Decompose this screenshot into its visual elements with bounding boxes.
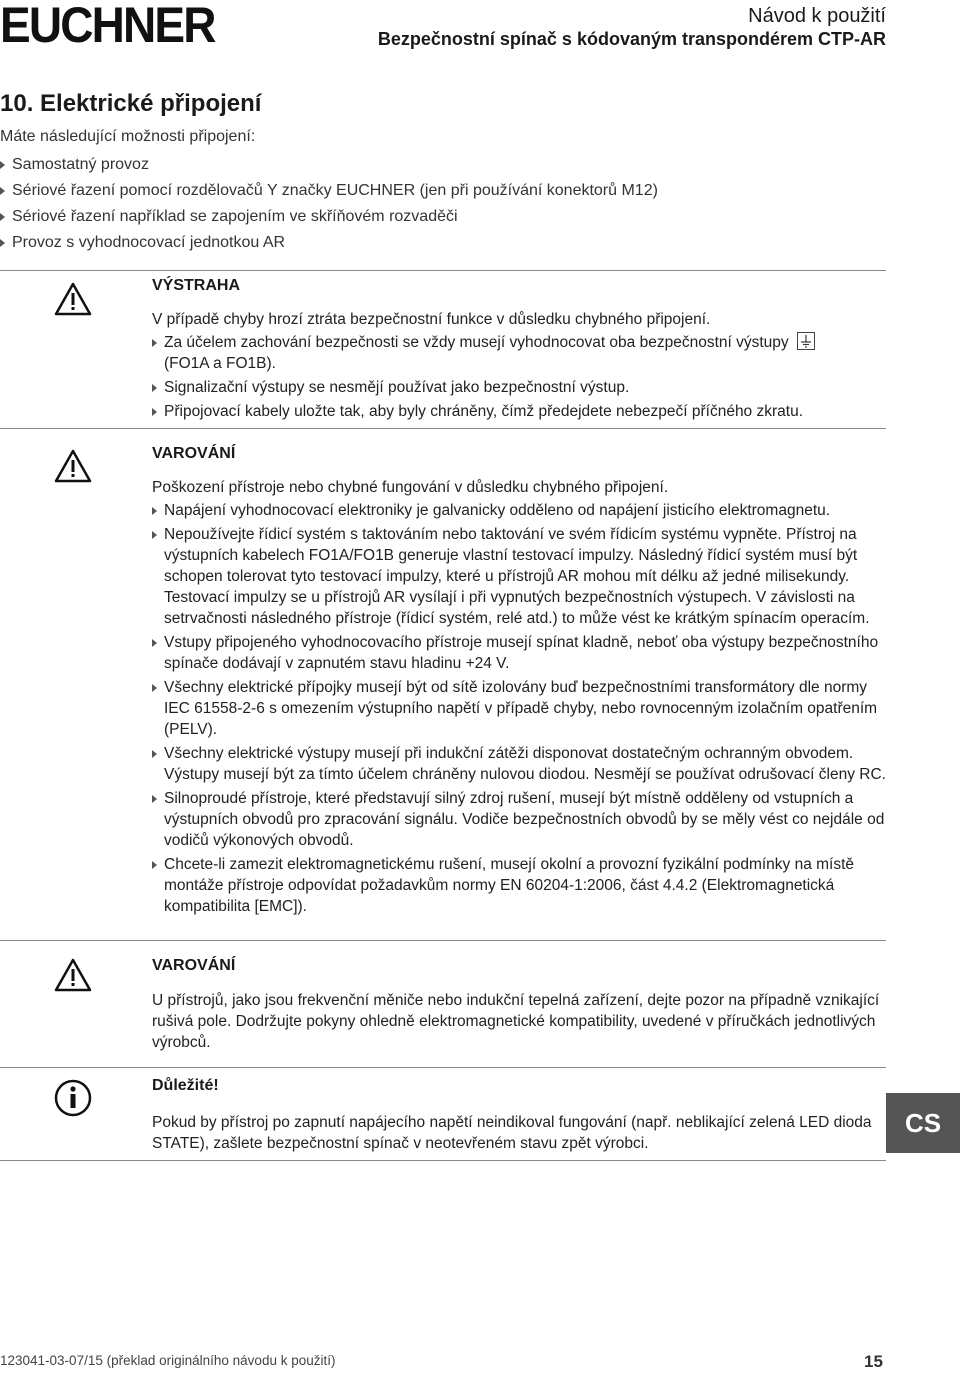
divider xyxy=(0,1067,886,1068)
important-title: Důležité! xyxy=(152,1077,219,1094)
divider xyxy=(0,428,886,429)
list-item: Silnoproudé přístroje, které představují silný zdroj rušení, musejí být místně odděleny od vstupních a výstupních obvodů pro zpracování signálu. Vodiče bezpečnostních obvodů by se měly vést co nejdále od vodičů výkonových obvodů. xyxy=(152,788,887,851)
bullet-arrow-icon xyxy=(152,861,157,869)
important-text: Pokud by přístroj po zapnutí napájecího napětí neindikoval fungování (např. neblikající zelená LED dioda STATE), zašlete bezpečnostní spínač v neotevřeném stavu zpět výrobci. xyxy=(152,1114,872,1152)
list-item: Sériové řazení například se zapojením ve skříňovém rozvaděči xyxy=(0,204,658,230)
list-item: Vstupy připojeného vyhodnocovacího přístroje musejí spínat kladně, neboť oba výstupy bezpečnostního spínače dodávají v zapnutém stavu hladinu +24 V. xyxy=(152,632,887,674)
bullet-arrow-icon xyxy=(152,339,157,347)
document-number: 123041-03-07/15 (překlad originálního návodu k použití) xyxy=(0,1353,336,1368)
bullet-arrow-icon xyxy=(152,531,157,539)
list-item: Samostatný provoz xyxy=(0,152,658,178)
bullet-arrow-icon xyxy=(152,384,157,392)
language-tab: CS xyxy=(886,1093,960,1153)
bullet-arrow-icon xyxy=(0,161,5,169)
warning-title: VÝSTRAHA xyxy=(152,277,241,294)
bullet-arrow-icon xyxy=(152,639,157,647)
divider xyxy=(0,270,886,271)
list-item: Chcete-li zamezit elektromagnetickému rušení, musejí okolní a provozní fyzikální podmínky na místě montáže přístroje odpovídat požadavkům normy EN 60204-1:2006, část 4.4.2 (Elektromagnetická kompatibilita [EMC]). xyxy=(152,854,887,917)
euchner-logo: EUCHNER xyxy=(0,0,215,53)
bullet-arrow-icon xyxy=(0,239,5,247)
bullet-arrow-icon xyxy=(152,507,157,515)
bullet-arrow-icon xyxy=(152,408,157,416)
section-intro: Máte následující možnosti připojení: xyxy=(0,128,256,145)
connection-options-list xyxy=(0,152,658,256)
caution-text-2: U přístrojů, jako jsou frekvenční měniče nebo indukční tepelná zařízení, dejte pozor na případně vznikající rušivá pole. Dodržujte pokyny ohledně elektromagnetické kompatibility, uvedené v příručkách jednotlivých výrobců. xyxy=(152,992,880,1051)
caution-title-2: VAROVÁNÍ xyxy=(152,957,236,974)
list-item: Připojovací kabely uložte tak, aby byly chráněny, čímž předejdete nebezpečí příčného zkratu. xyxy=(152,401,887,422)
info-icon xyxy=(54,1079,92,1117)
safety-output-symbol-icon xyxy=(797,332,815,350)
list-item: Signalizační výstupy se nesmějí používat jako bezpečnostní výstup. xyxy=(152,377,887,398)
list-item: Napájení vyhodnocovací elektroniky je galvanicky odděleno od napájení jisticího elektromagnetu. xyxy=(152,500,887,521)
warning-triangle-icon xyxy=(54,958,92,992)
divider xyxy=(0,940,886,941)
warning-text: V případě chyby hrozí ztráta bezpečnostní funkce v důsledku chybného připojení. xyxy=(152,311,711,328)
caution-text: Poškození přístroje nebo chybné fungování v důsledku chybného připojení. xyxy=(152,479,669,496)
document-subtitle: Bezpečnostní spínač s kódovaným transpondérem CTP-AR xyxy=(377,29,886,49)
bullet-arrow-icon xyxy=(152,795,157,803)
bullet-arrow-icon xyxy=(152,684,157,692)
bullet-arrow-icon xyxy=(0,213,5,221)
list-item: Za účelem zachování bezpečnosti se vždy musejí vyhodnocovat oba bezpečnostní výstupy (FO1A a FO1B). xyxy=(152,332,887,374)
document-header xyxy=(378,4,886,50)
list-item: Provoz s vyhodnocovací jednotkou AR xyxy=(0,230,658,256)
list-item: Nepoužívejte řídicí systém s taktováním nebo taktování ve svém řídicím systému vypněte. Přístroj na výstupních kabelech FO1A/FO1B generuje vlastní testovací impulzy. Následný řídicí systém musí být schopen tolerovat tyto testovací impulzy, které u přístrojů AR mohou mít délku až jedné milisekundy. Testovací impulzy se u přístrojů AR vysílají i při vypnutých bezpečnostních výstupech. V závislosti na setrvačnosti následného přístroje (řídicí systém, relé atd.) to může vést ke krátkým spínacím operacím. xyxy=(152,524,887,629)
warning-triangle-icon xyxy=(54,449,92,483)
list-item: Sériové řazení pomocí rozdělovačů Y značky EUCHNER (jen při používání konektorů M12) xyxy=(0,178,658,204)
section-title: 10. Elektrické připojení xyxy=(0,90,262,117)
list-item: Všechny elektrické výstupy musejí při indukční zátěži disponovat dostatečným ochranným obvodem. Výstupy musejí být za tímto účelem chráněny nulovou diodou. Nesmějí se používat odrušovací členy RC. xyxy=(152,743,887,785)
bullet-arrow-icon xyxy=(152,750,157,758)
page-number: 15 xyxy=(864,1352,883,1371)
bullet-arrow-icon xyxy=(0,187,5,195)
divider xyxy=(0,1160,886,1161)
caution-title: VAROVÁNÍ xyxy=(152,445,236,462)
warning-triangle-icon xyxy=(54,282,92,316)
list-item: Všechny elektrické přípojky musejí být od sítě izolovány buď bezpečnostními transformátory dle normy IEC 61558-2-6 s omezením výstupního napětí v případě chyby, nebo rovnocenným izolačním opatřením (PELV). xyxy=(152,677,887,740)
caution-list xyxy=(152,500,887,920)
warning-list xyxy=(152,332,887,425)
document-title: Návod k použití xyxy=(748,5,886,27)
